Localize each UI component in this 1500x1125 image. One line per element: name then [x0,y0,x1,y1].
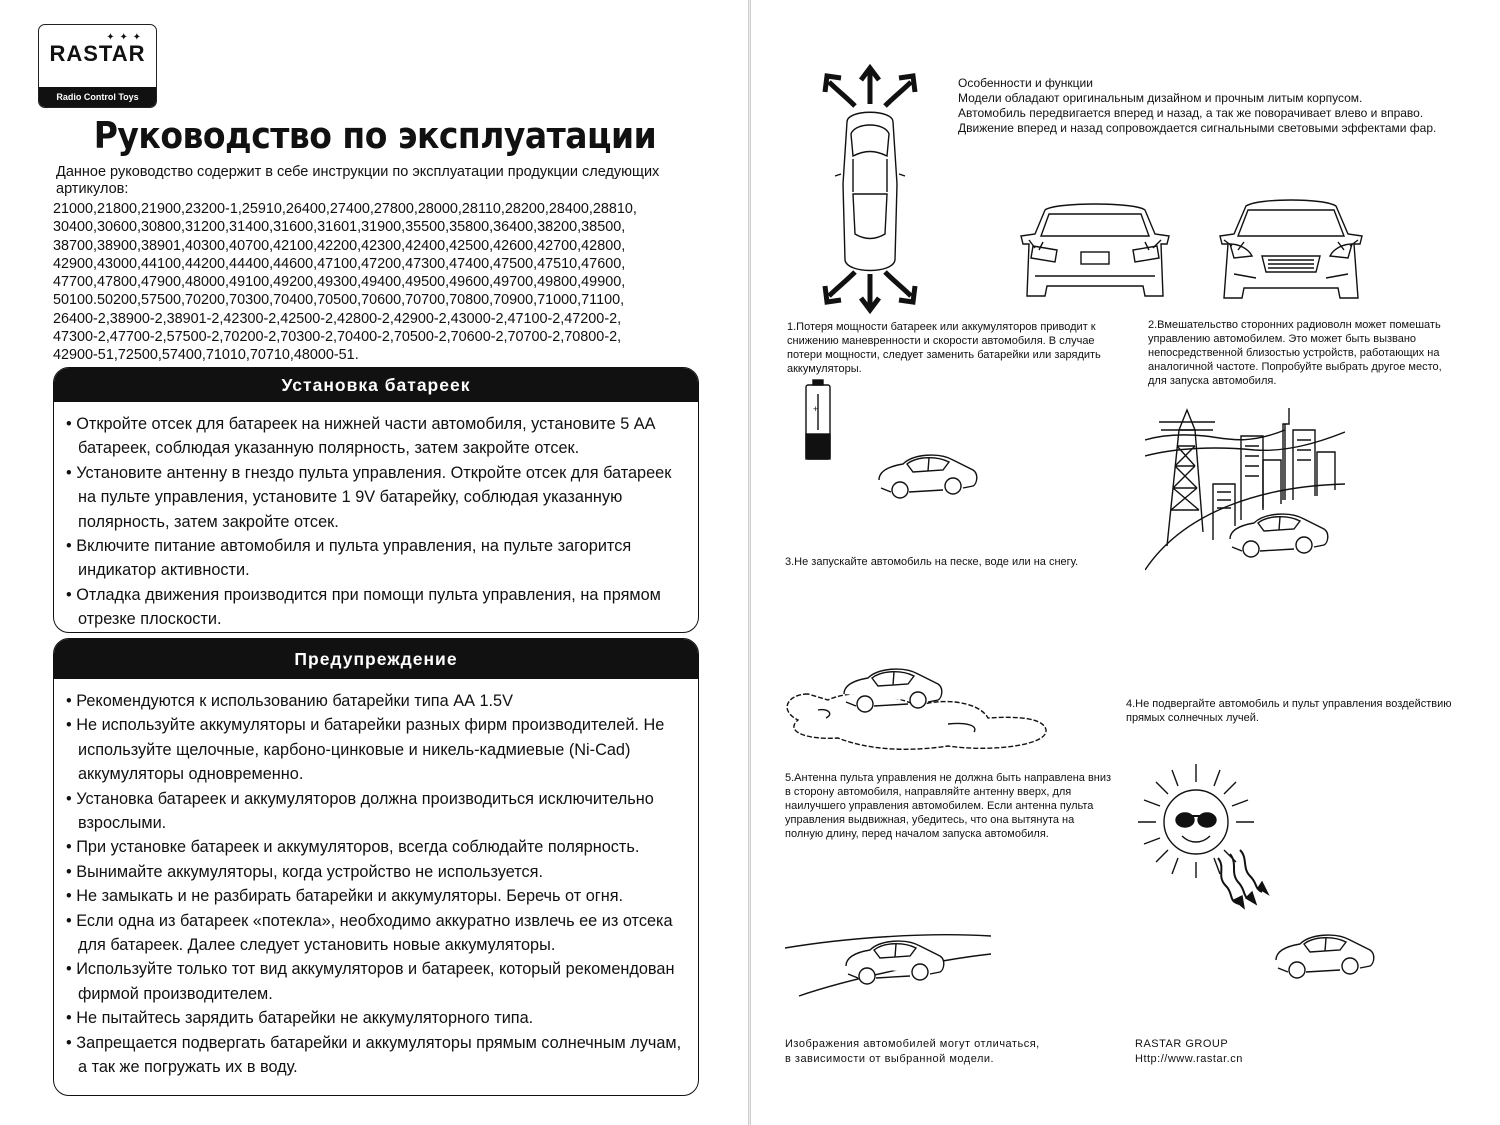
car-top-view-illustration [815,64,925,314]
car-sedan-icon [1224,505,1332,561]
car-sedan-icon [1270,926,1378,982]
codes-line: 30400,30600,30800,31200,31400,31600,31601,31900,35500,35800,36400,38200,38500, [53,219,626,236]
disclaimer [785,1037,1085,1067]
note-2: 2.Вмешательство сторонних радиоволн может помешать управлению автомобилем. Это может быть вызвано непосредственной близостью устройств, работающих на аналогичной частоте. Попробуйте выбрать другое место, для запуска автомобиля. [1148,319,1442,387]
svg-text:+: + [813,404,819,414]
battery-illustration [803,378,833,462]
battery-item: • Включите питание автомобиля и пульта управления, на пульте загорится индикатор активности. [66,534,688,583]
page-title: Руководство по эксплуатации [93,114,657,157]
warning-section-header: Предупреждение [54,639,698,679]
logo-stars: ✦ ✦ ✦ [106,32,142,43]
disclaimer-line: Изображения автомобилей могут отличаться, [785,1038,1040,1050]
battery-section-header: Установка батареек [54,368,698,402]
battery-section [53,367,699,633]
car-front-view-illustration [1212,194,1370,308]
sun-illustration [1130,758,1290,918]
codes-line: 50100.50200,57500,70200,70300,70400,70500,70600,70700,70800,70900,71000,71100, [53,292,625,309]
codes-line: 38700,38900,38901,40300,40700,42100,42200,42300,42400,42500,42600,42700,42800, [53,237,626,254]
features-title: Особенности и функции [958,76,1093,90]
note-1: 1.Потеря мощности батареек или аккумуляторов приводит к снижению маневренности и скорости автомобиля. В случае потери мощности, следует заменить батарейки или зарядить аккумуляторы. [787,321,1101,375]
car-sedan-icon [873,446,981,502]
warning-item: • При установке батареек и аккумуляторов, всегда соблюдайте полярность. [66,835,688,859]
features-line: Движение вперед и назад сопровождается сигнальными световыми эффектами фар. [958,121,1437,135]
features-line: Модели обладают оригинальным дизайном и прочным литым корпусом. [958,91,1363,105]
intro-text: Данное руководство содержит в себе инструкции по эксплуатации продукции следующих артикулов: [56,164,660,197]
rastar-logo [38,24,157,108]
car-rear-view-illustration [1015,196,1175,308]
battery-item: • Установите антенну в гнездо пульта управления. Откройте отсек для батареек на пульте управления, установите 1 9V батарейку, соблюдая указанную полярность, затем закройте отсек. [66,461,688,534]
warning-item: • Вынимайте аккумуляторы, когда устройство не используется. [66,860,688,884]
article-codes [53,200,713,365]
battery-item: • Откройте отсек для батареек на нижней части автомобиля, установите 5 АА батареек, соблюдая указанную полярность, затем закройте отсек. [66,412,688,461]
warning-item: • Рекомендуются к использованию батарейки типа АА 1.5V [66,689,688,713]
features-block [958,76,1478,136]
note-5: 5.Антенна пульта управления не должна быть направлена вниз в сторону автомобиля, направляйте антенну вверх, для наилучшего управления автомобилем. Если антенна пульта управления выдвижная, убедитесь, что она вытянута на полную длину, перед началом запуска автомобиля. [785,772,1112,840]
battery-item: • Отладка движения производится при помощи пульта управления, на прямом отрезке плоскости. [66,583,688,632]
codes-line: 47700,47800,47900,48000,49100,49200,49300,49400,49500,49600,49700,49800,49900, [53,274,626,291]
codes-line: 42900-51,72500,57400,71010,70710,48000-51. [53,347,359,364]
car-sedan-icon [838,660,946,716]
warning-item: • Установка батареек и аккумуляторов должна производиться исключительно взрослыми. [66,787,688,836]
codes-line: 42900,43000,44100,44200,44400,44600,47100,47200,47300,47400,47500,47510,47600, [53,255,626,272]
features-line: Автомобиль передвигается вперед и назад, а так же поворачивает влево и вправо. [958,106,1424,120]
warning-item: • Запрещается подвергать батарейки и аккумуляторы прямым солнечным лучам, а так же погружать их в воду. [66,1031,688,1080]
page-fold [748,0,751,1125]
disclaimer-line: в зависимости от выбранной модели. [785,1053,995,1065]
codes-line: 26400-2,38900-2,38901-2,42300-2,42500-2,42800-2,42900-2,43000-2,47100-2,47200-2, [53,310,622,327]
warning-item: • Не замыкать и не разбирать батарейки и аккумуляторы. Беречь от огня. [66,884,688,908]
warning-item: • Используйте только тот вид аккумуляторов и батареек, который рекомендован фирмой производителем. [66,957,688,1006]
codes-line: 47300-2,47700-2,57500-2,70200-2,70300-2,70400-2,70500-2,70600-2,70700-2,70800-2, [53,329,622,346]
car-sedan-icon [840,932,948,988]
warning-item: • Не пытайтесь зарядить батарейки не аккумуляторного типа. [66,1006,688,1030]
note-3: 3.Не запускайте автомобиль на песке, воде или на снегу. [785,556,1079,568]
warning-item: • Не используйте аккумуляторы и батарейки разных фирм производителей. Не используйте щелочные, карбоно-цинковые и никель-кадмиевые (Ni-Cad) аккумуляторы одновременно. [66,713,688,786]
company-name: RASTAR GROUP [1135,1038,1229,1050]
note-4: 4.Не подвергайте автомобиль и пульт управления воздействию прямых солнечных лучей. [1126,698,1452,724]
logo-tagline: Radio Control Toys [39,87,156,107]
company-info [1135,1037,1335,1067]
codes-line: 21000,21800,21900,23200-1,25910,26400,27400,27800,28000,28110,28200,28400,28810, [53,201,637,217]
warning-section [53,638,699,1096]
company-website: Http://www.rastar.cn [1135,1053,1243,1065]
warning-item: • Если одна из батареек «потекла», необходимо аккуратно извлечь ее из отсека для батареек. Далее следует установить новые аккумуляторы. [66,909,688,958]
logo-name: RASTAR [49,41,146,66]
